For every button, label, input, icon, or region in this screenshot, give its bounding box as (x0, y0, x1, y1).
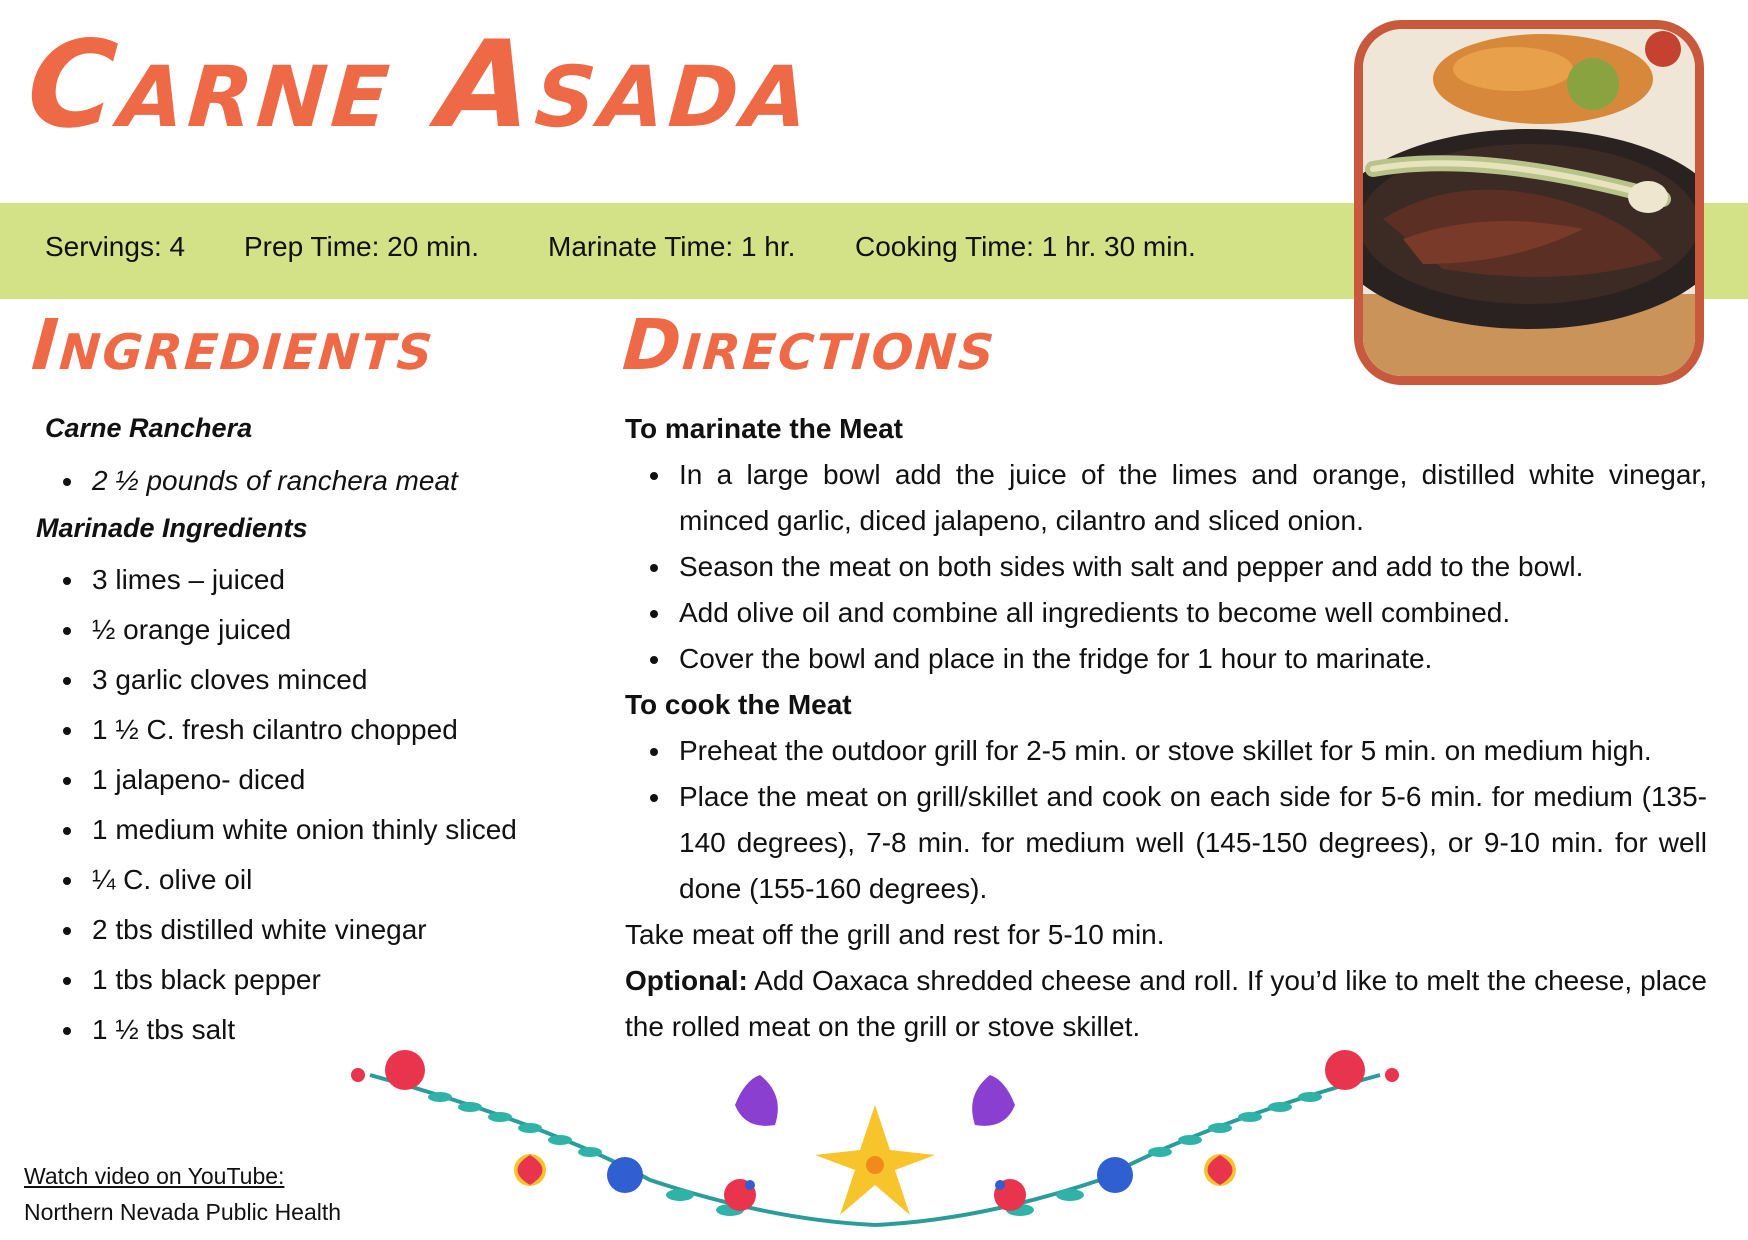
list-item: • In a large bowl add the juice of the limes and orange, distilled white vinegar, minced garlic, diced jalapeno, cilantro and sliced onion. (673, 452, 1707, 544)
list-item: • ½ orange juiced (86, 605, 517, 655)
list-item: • 3 limes – juiced (86, 555, 517, 605)
list-item: • ¼ C. olive oil (86, 855, 517, 905)
cook-steps-list (625, 728, 1707, 912)
cook-section-title: To cook the Meat (625, 689, 852, 720)
marinate-steps-list (625, 452, 1707, 682)
list-item: • Preheat the outdoor grill for 2-5 min. or stove skillet for 5 min. on medium high. (673, 728, 1707, 774)
carne-asada-photo (1354, 20, 1704, 385)
list-item: • 2 tbs distilled white vinegar (86, 905, 517, 955)
list-item: • 1 tbs black pepper (86, 955, 517, 1005)
list-item: • 1 ½ C. fresh cilantro chopped (86, 705, 517, 755)
optional-text: Add Oaxaca shredded cheese and roll. If you’d like to melt the cheese, place the rolled meat on the grill or stove skillet. (625, 965, 1707, 1042)
directions-body (625, 406, 1707, 1050)
organization-name: Northern Nevada Public Health (24, 1199, 342, 1225)
list-item: • 1 jalapeno- diced (86, 755, 517, 805)
list-item: • Season the meat on both sides with salt and pepper and add to the bowl. (673, 544, 1707, 590)
optional-label: Optional: (625, 965, 748, 996)
list-item: • 1 ½ tbs salt (86, 1005, 517, 1055)
marinate-section-title: To marinate the Meat (625, 413, 903, 444)
prep-time-text: Prep Time: 20 min. (244, 231, 479, 262)
list-item: • 3 garlic cloves minced (86, 655, 517, 705)
marinade-ingredients-title: Marinade Ingredients (36, 513, 308, 543)
list-item: • Cover the bowl and place in the fridge for 1 hour to marinate. (673, 636, 1707, 682)
servings-text: Servings: 4 (45, 231, 186, 262)
marinade-ingredients-list (52, 555, 517, 1055)
rest-note: Take meat off the grill and rest for 5-10 min. (625, 919, 1165, 950)
ingredients-heading: Ingredients (29, 304, 438, 386)
carne-ranchera-title: Carne Ranchera (45, 413, 253, 443)
carne-ranchera-list (52, 456, 458, 506)
list-item: • 2 ½ pounds of ranchera meat (86, 456, 458, 506)
list-item: • Place the meat on grill/skillet and cook on each side for 5-6 min. for medium (135-140 degrees), 7-8 min. for medium well (145-150 degrees), or 9-10 min. for well done (155-160 degrees). (673, 774, 1707, 912)
floral-border-decoration (350, 1035, 1400, 1240)
list-item: • Add olive oil and combine all ingredients to become well combined. (673, 590, 1707, 636)
youtube-video-link[interactable]: Watch video on YouTube: (24, 1163, 285, 1189)
directions-heading: Directions (620, 304, 999, 386)
list-item: • 1 medium white onion thinly sliced (86, 805, 517, 855)
recipe-title: Carne Asada (23, 16, 818, 155)
cooking-time-text: Cooking Time: 1 hr. 30 min. (855, 231, 1196, 262)
marinate-time-text: Marinate Time: 1 hr. (548, 231, 796, 262)
